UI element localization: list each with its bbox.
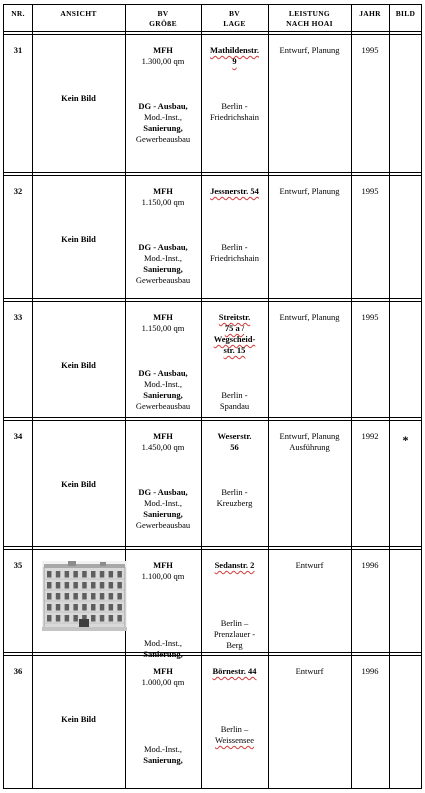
- city-line: Berlin –: [220, 618, 249, 628]
- work-item: Gewerbeausbau: [135, 401, 191, 411]
- service-phase: [268, 186, 351, 197]
- city-line: Friedrichshain: [209, 112, 260, 122]
- size-info: [125, 666, 201, 688]
- image-marker: *: [402, 433, 409, 447]
- project-table: [3, 4, 422, 789]
- service-line: Entwurf, Planung: [279, 186, 340, 196]
- work-item: Mod.-Inst.,: [143, 638, 182, 648]
- work-item: DG - Ausbau,: [138, 487, 188, 497]
- street-address: [201, 666, 268, 677]
- service-phase: [268, 45, 351, 56]
- work-scope: [125, 368, 201, 412]
- building-type: MFH: [153, 186, 173, 196]
- row-number: 36: [13, 666, 23, 676]
- city-line: Kreuzberg: [216, 498, 253, 508]
- building-type: MFH: [153, 312, 173, 322]
- city-line: Berlin -: [221, 101, 248, 111]
- service-phase: [268, 560, 351, 571]
- year: 1992: [361, 431, 379, 441]
- street-address: [201, 560, 268, 571]
- building-type: MFH: [153, 560, 173, 570]
- service-line: Entwurf: [295, 666, 324, 676]
- column-divider: [32, 5, 33, 788]
- street-line: 56: [230, 442, 239, 452]
- header-jahr: JAHR: [359, 9, 381, 18]
- header-ansicht: ANSICHT: [60, 9, 97, 18]
- street-line: Börnestr. 44: [212, 666, 257, 676]
- work-item: Sanierung,: [143, 509, 183, 519]
- service-phase: [268, 312, 351, 323]
- work-item: Sanierung,: [143, 390, 183, 400]
- no-image-label: Kein Bild: [61, 479, 96, 489]
- street-address: [201, 312, 268, 356]
- header-groesse: BV GRÖßE: [149, 9, 177, 28]
- street-address: [201, 431, 268, 453]
- service-line: Entwurf, Planung: [279, 312, 340, 322]
- building-type: MFH: [153, 666, 173, 676]
- work-item: Sanierung,: [143, 264, 183, 274]
- floor-area: 1.450,00 qm: [141, 442, 185, 452]
- service-phase: [268, 666, 351, 677]
- work-scope: [125, 487, 201, 531]
- street-address: [201, 45, 268, 67]
- service-line: Ausführung: [289, 442, 330, 452]
- header-bild: BILD: [395, 9, 416, 18]
- header-nr: NR.: [11, 9, 25, 18]
- year: 1996: [361, 666, 379, 676]
- year: 1995: [361, 45, 379, 55]
- street-line: str. 15: [223, 345, 246, 355]
- street-line: 75 a /: [224, 323, 245, 333]
- row-number: 35: [13, 560, 23, 570]
- street-line: Streitstr.: [218, 312, 251, 322]
- work-item: Mod.-Inst.,: [143, 498, 182, 508]
- work-scope: [125, 242, 201, 286]
- header-divider: [4, 31, 421, 32]
- city-district: [201, 487, 268, 509]
- work-scope: [125, 744, 201, 766]
- street-address: [201, 186, 268, 197]
- building-type: MFH: [153, 45, 173, 55]
- city-district: [201, 618, 268, 651]
- service-phase: [268, 431, 351, 453]
- header-leistung: LEISTUNG NACH HOAI: [286, 9, 333, 28]
- city-line: Berlin -: [221, 242, 248, 252]
- work-scope: [125, 638, 201, 660]
- row-number: 32: [13, 186, 23, 196]
- floor-area: 1.150,00 qm: [141, 197, 185, 207]
- work-item: Sanierung,: [143, 649, 183, 659]
- work-item: Sanierung,: [143, 123, 183, 133]
- city-line: Berlin -: [221, 390, 248, 400]
- work-item: Gewerbeausbau: [135, 134, 191, 144]
- work-item: Sanierung,: [143, 755, 183, 765]
- work-item: DG - Ausbau,: [138, 101, 188, 111]
- size-info: [125, 186, 201, 208]
- floor-area: 1.000,00 qm: [141, 677, 185, 687]
- street-line: Wegscheid-: [213, 334, 256, 344]
- work-scope: [125, 101, 201, 145]
- size-info: [125, 431, 201, 453]
- size-info: [125, 45, 201, 67]
- no-image-label: Kein Bild: [61, 234, 96, 244]
- service-line: Entwurf: [295, 560, 324, 570]
- city-line: Friedrichshain: [209, 253, 260, 263]
- service-line: Entwurf, Planung: [279, 45, 340, 55]
- size-info: [125, 560, 201, 582]
- city-line: Prenzlauer -: [213, 629, 256, 639]
- city-line: Spandau: [219, 401, 250, 411]
- work-item: DG - Ausbau,: [138, 368, 188, 378]
- header-divider: [4, 34, 421, 35]
- work-item: Mod.-Inst.,: [143, 112, 182, 122]
- city-line: Berlin -: [221, 487, 248, 497]
- no-image-label: Kein Bild: [61, 93, 96, 103]
- floor-area: 1.100,00 qm: [141, 571, 185, 581]
- work-item: Gewerbeausbau: [135, 520, 191, 530]
- city-line: Berlin –: [220, 724, 249, 734]
- street-line: Sedanstr. 2: [214, 560, 255, 570]
- work-item: Mod.-Inst.,: [143, 253, 182, 263]
- size-info: [125, 312, 201, 334]
- column-divider: [389, 5, 390, 788]
- floor-area: 1.150,00 qm: [141, 323, 185, 333]
- service-line: Entwurf, Planung: [279, 431, 340, 441]
- city-district: [201, 242, 268, 264]
- city-line: Berg: [226, 640, 243, 650]
- work-item: Gewerbeausbau: [135, 275, 191, 285]
- no-image-label: Kein Bild: [61, 714, 96, 724]
- street-line: Mathildenstr.: [209, 45, 260, 55]
- street-line: 9: [232, 56, 237, 66]
- building-photo: [42, 561, 127, 631]
- work-item: Mod.-Inst.,: [143, 744, 182, 754]
- row-number: 31: [13, 45, 23, 55]
- year: 1995: [361, 312, 379, 322]
- street-line: Jessnerstr. 54: [210, 186, 259, 196]
- row-number: 33: [13, 312, 23, 322]
- floor-area: 1.300,00 qm: [141, 56, 185, 66]
- city-district: [201, 101, 268, 123]
- header-lage: BV LAGE: [223, 9, 246, 28]
- city-line: Weissensee: [215, 735, 254, 745]
- no-image-label: Kein Bild: [61, 360, 96, 370]
- work-item: Mod.-Inst.,: [143, 379, 182, 389]
- building-type: MFH: [153, 431, 173, 441]
- work-item: DG - Ausbau,: [138, 242, 188, 252]
- city-district: [201, 390, 268, 412]
- city-district: [201, 724, 268, 746]
- row-number: 34: [13, 431, 23, 441]
- year: 1996: [361, 560, 379, 570]
- year: 1995: [361, 186, 379, 196]
- street-line: Weserstr.: [217, 431, 252, 441]
